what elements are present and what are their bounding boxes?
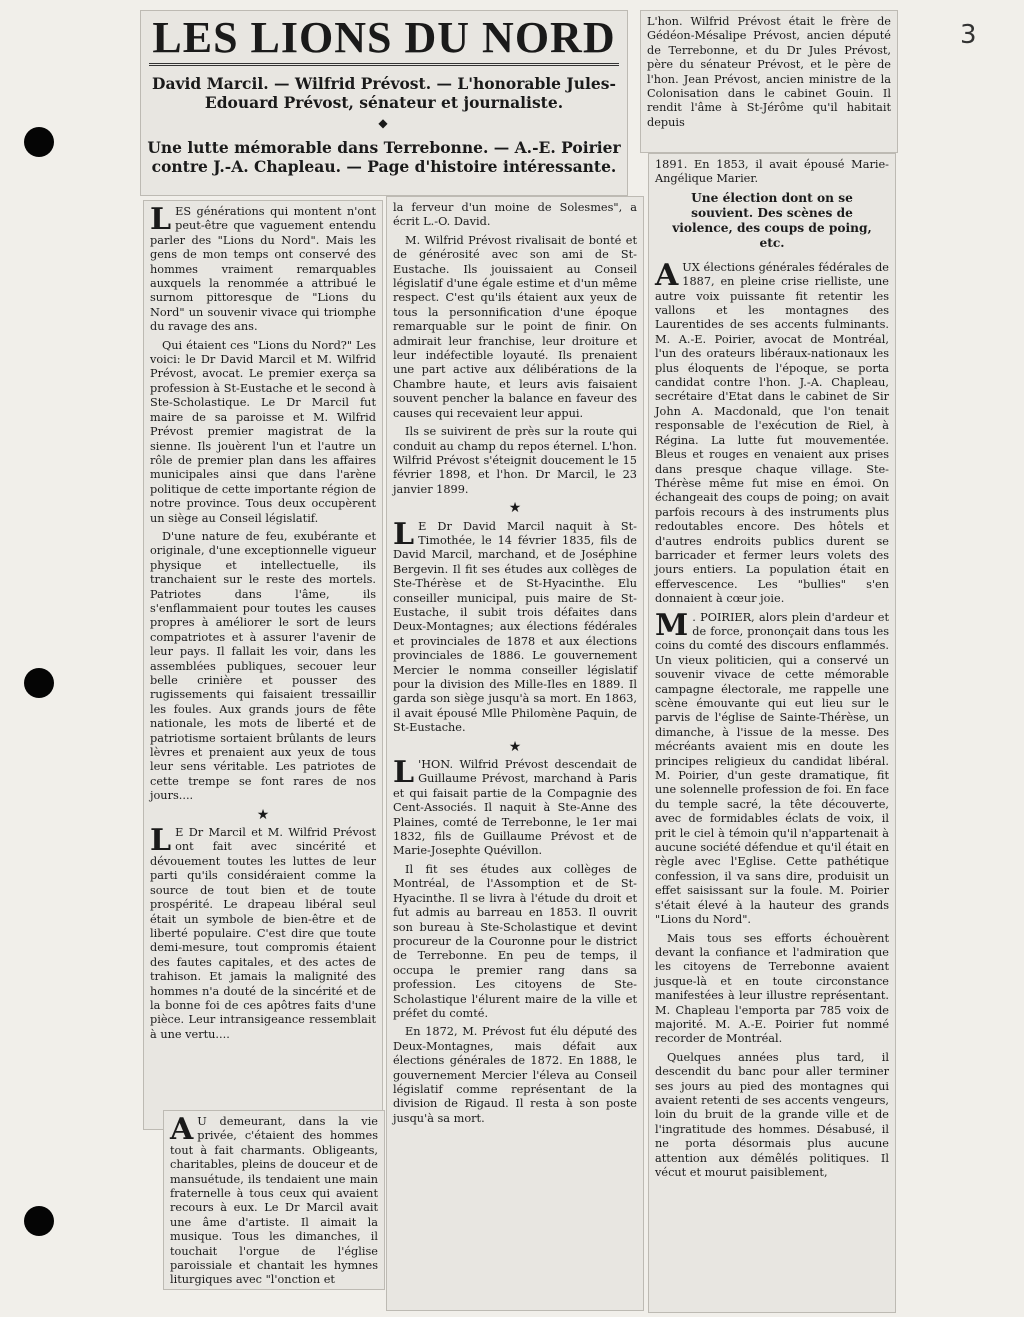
star-separator: ★ (508, 500, 522, 517)
article-subtitle-2: Une lutte mémorable dans Terrebonne. — A.-E. Poirier contre J.-A. Chapleau. — Page d'histoire intéressante. (147, 138, 621, 177)
column-3-top-clipping (640, 10, 898, 153)
dropcap: L (393, 755, 415, 791)
page-number: 3 (960, 20, 977, 50)
col2-paragraph-4: L E Dr David Marcil naquit à St-Timothée, le 14 février 1835, fils de David Marcil, marchand, et de Joséphine Bergevin. Il fit ses études aux collèges de Ste-Thérèse et de St-Hyacinthe. Elu conseiller municipal, puis maire de St-Eustache, il subit trois défaites dans Deux-Montagnes; aux élections fédérales et provinciales de 1878 et aux élections provinciales de 1886. Le gouvernement Mercier le nomma conseiller législatif pour la division des Mille-Iles en 1889. Il garda son siège jusqu'à sa mort. En 1863, il avait épousé Mlle Philomène Paquin, de St-Eustache. (393, 516, 637, 735)
dropcap: M (655, 607, 689, 643)
dropcap: A (170, 1112, 194, 1147)
column-1-bottom-clipping (163, 1110, 385, 1290)
col2-paragraph-7: En 1872, M. Prévost fut élu député des Deux-Montagnes, mais défait aux élections générales de 1872. En 1888, le gouvernement Mercier l'éleva au Conseil législatif comme représentant de la division de Rigaud. Il resta à son poste jusqu'à sa mort. (393, 1025, 637, 1125)
col3-continuation: 1891. En 1853, il avait épousé Marie-Angélique Marier. (655, 158, 889, 186)
col1-paragraph-3: D'une nature de feu, exubérante et originale, d'une exceptionnelle vigueur physique et intellectuelle, ils tranchaient sur le reste des mortels. Patriotes dans l'âme, ils s'enflammaient pour toutes les causes propres à améliorer le sort de leurs compatriotes et à assurer l'avenir de leur pays. Il fallait les voir, dans les assemblées publiques, secouer leur belle crinière et pousser des rugissements qui faisaient tressaillir les foules. Aux grands jours de fête nationale, les mots de liberté et de patriotisme sortaient brûlants de leurs lèvres et prenaient aux yeux de tous leur sens véritable. Les patriotes de cette trempe se font rares de nos jours.... (150, 529, 376, 803)
dropcap: L (393, 516, 415, 552)
ornament: ◆ (378, 116, 390, 130)
col3-paragraph-3: Mais tous ses efforts échouèrent devant la confiance et l'admiration que les citoyens de Terrebonne avaient jusque-là et en toute circonstance manifestées à leur illustre représentant. M. Chapleau l'emporta par 785 voix de majorité. M. A.-E. Poirier fut nommé recorder de Montréal. (655, 931, 889, 1046)
column-2-clipping (386, 196, 644, 1311)
col3-top-paragraph: L'hon. Wilfrid Prévost était le frère de Gédéon-Mésalipe Prévost, ancien député de Terrebonne, et du Dr Jules Prévost, père du sénateur Prévost, et le père de l'hon. Jean Prévost, ancien ministre de la Colonisation dans le cabinet Gouin. Il rendit l'âme à St-Jérôme qu'il habitait depuis (647, 15, 891, 129)
column-3-clipping (648, 153, 896, 1313)
col3-paragraph-4: Quelques années plus tard, il descendit du banc pour aller terminer ses jours au pied des montagnes qui avaient retenti de ses accents vengeurs, loin du bruit de la grande ville et de l'ingratitude des hommes. Désabusé, il ne porta désormais plus aucune attention aux démêlés politiques. Il vécut et mourut paisiblement, (655, 1050, 889, 1179)
col1-paragraph-1: LES générations qui montent n'ont peut-être que vaguement entendu parler des "Lions du Nord". Mais les gens de mon temps ont conservé des hommes vraiment remarquables auxquels la renommée a attribué le surnom pittoresque de "Lions du Nord" un souvenir vivace qui triomphe du ravage des ans. (150, 202, 376, 334)
col1-paragraph-2: Qui étaient ces "Lions du Nord?" Les voici: le Dr David Marcil et M. Wilfrid Prévost, avocat. Le premier exerça sa profession à St-Eustache et le second à Ste-Scholastique. Le Dr Marcil fut maire de sa paroisse et M. Wilfrid Prévost premier magistrat de la sienne. Ils jouèrent l'un et l'autre un rôle de premier plan dans les affaires municipales ainsi que dans l'arène politique de cette importante région de notre province. Tous deux occupèrent un siège au Conseil législatif. (150, 338, 376, 525)
header-clipping (140, 10, 628, 196)
star-separator: ★ (256, 806, 270, 823)
dropcap: L (150, 823, 172, 859)
col2-paragraph-6: Il fit ses études aux collèges de Montréal, de l'Assomption et de St-Hyacinthe. Il se livra à l'étude du droit et fut admis au barreau en 1853. Il ouvrit son bureau à Ste-Scholastique et devint procureur de la Couronne pour le district de Terrebonne. En peu de temps, il occupa le premier rang dans sa profession. Les citoyens de Ste-Scholastique l'élurent maire de la ville et préfet du comté. (393, 862, 637, 1020)
col3-paragraph-1: AUX élections générales fédérales de 1887, en pleine crise rielliste, une autre voix puissante fit retentir les vallons et les montagnes des Laurentides de ses accents fulminants. M. A.-E. Poirier, avocat de Montréal, l'un des orateurs libéraux-nationaux les plus éloquents de l'époque, se porta candidat contre l'hon. J.-A. Chapleau, secrétaire d'Etat dans le cabinet de Sir John A. Macdonald, que l'on tenait responsable de l'exécution de Riel, à Régina. La lutte fut mouvementée. Bleus et rouges en venaient aux prises dans presque chaque village. Ste-Thérèse même fut mise en émoi. On échangeait des coups de poing; on avait parfois recours à des instruments plus redoutables encore. Des hôtels et d'autres endroits publics durent se barricader et fermer leurs volets des jours entiers. La population était en effervescence. Les "bullies" s'en donnaient à cœur joie. (655, 257, 889, 606)
dropcap: A (655, 257, 679, 293)
col2-paragraph-2: M. Wilfrid Prévost rivalisait de bonté et de générosité avec son ami de St-Eustache. Ils jouissaient au Conseil législatif d'une égale estime et d'un même respect. C'est qu'ils étaient aux yeux de tous la personnification d'une époque remarquable sur le point de finir. On admirait leur franchise, leur droiture et leur indéfectible loyauté. Ils prenaient une part active aux délibérations de la Chambre haute, et leurs avis faisaient souvent pencher la balance en faveur des causes qui recevaient leur appui. (393, 233, 637, 420)
binder-hole-top (24, 127, 54, 157)
col2-paragraph-1: la ferveur d'un moine de Solesmes", a écrit L.-O. David. (393, 201, 637, 229)
binder-hole-bottom (24, 1206, 54, 1236)
col2-paragraph-3: Ils se suivirent de près sur la route qui conduit au champ du repos éternel. L'hon. Wilfrid Prévost s'éteignit doucement le 15 février 1898, et l'hon. Dr Marcil, le 23 janvier 1899. (393, 425, 637, 496)
col1-paragraph-5: A U demeurant, dans la vie privée, c'étaient des hommes tout à fait charmants. Obligeants, charitables, pleins de douceur et de mansuétude, ils tendaient une main fraternelle à tous ceux qui avaient recours à eux. Le Dr Marcil avait une âme d'artiste. Il aimait la musique. Tous les dimanches, il touchait l'orgue de l'église paroissiale et chantait les hymnes liturgiques avec "l'onction et (170, 1112, 378, 1287)
section-headline: Une élection dont on se souvient. Des scènes de violence, des coups de poing, etc. (672, 190, 872, 250)
col1-paragraph-4: L E Dr Marcil et M. Wilfrid Prévost ont fait avec sincérité et dévouement toutes les luttes de leur parti qu'ils considéraient comme la source de tout bien et de toute prospérité. Le drapeau libéral seul était un symbole de bien-être et de liberté populaire. C'est dire que toute demi-mesure, tout compromis étaient des fautes capitales, et des actes de trahison. Et jamais la malignité des hommes n'a douté de la sincérité et de la bonne foi de ces apôtres faits d'une pièce. Leur intransigeance ressemblait à une vertu.... (150, 823, 376, 1041)
col2-paragraph-5: L 'HON. Wilfrid Prévost descendait de Guillaume Prévost, marchand à Paris et qui faisait partie de la Compagnie des Cent-Associés. Il naquit à Ste-Anne des Plaines, comté de Terrebonne, le 1er mai 1832, fils de Guillaume Prévost et de Marie-Josephte Quévillon. (393, 755, 637, 858)
dropcap: L (150, 202, 172, 237)
col3-paragraph-2: M . POIRIER, alors plein d'ardeur et de force, prononçait dans tous les coins du comté des discours enflammés. Un vieux politicien, qui a conservé un souvenir vivace de cette mémorable campagne électorale, me rappelle une scène émouvante qui eut lieu sur le parvis de l'église de Sainte-Thérèse, un dimanche, à l'issue de la messe. Des mécréants avaient mis en doute les principes religieux du candidat libéral. M. Poirier, d'un geste dramatique, fit une solennelle profession de foi. En face du temple sacré, la tête découverte, avec de formidables éclats de voix, il prit le ciel à témoin qu'il n'appartenait à aucune société défendue et qu'il était en règle avec l'Eglise. Cette pathétique confession, il va sans dire, produisit un effet saisissant sur la foule. M. Poirier s'était élevé à la hauteur des grands "Lions du Nord". (655, 607, 889, 927)
column-1-clipping (143, 200, 383, 1130)
article-title: LES LIONS DU NORD (149, 15, 619, 66)
article-subtitle-1: David Marcil. — Wilfrid Prévost. — L'honorable Jules-Edouard Prévost, sénateur et journaliste. (152, 74, 616, 112)
binder-hole-middle (24, 668, 54, 698)
star-separator: ★ (508, 738, 522, 755)
